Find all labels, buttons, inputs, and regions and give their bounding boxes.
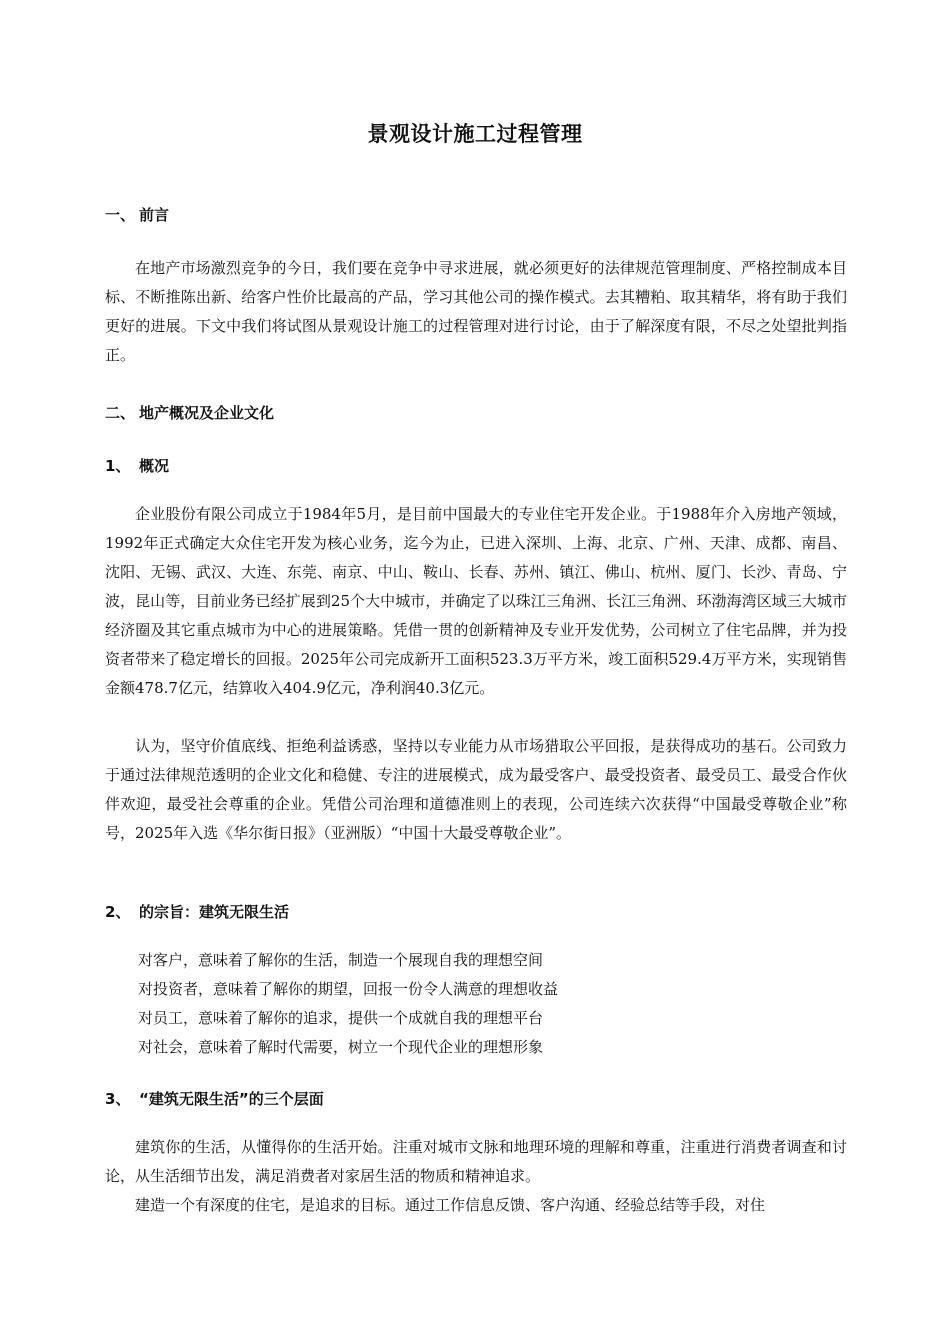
section-heading-preface <box>105 204 169 225</box>
subsection-title: “建筑无限生活”的三个层面 <box>139 1090 324 1108</box>
preface-paragraph: 在地产市场激烈竞争的今日，我们要在竞争中寻求进展，就必须更好的法律规范管理制度、严格控制成本目标、不断推陈出新、给客户性价比最高的产品，学习其他公司的操作模式。去其糟粕、取其精华，将有助于我们更好的进展。下文中我们将试图从景观设计施工的过程管理对进行讨论，由于了解深度有限，不尽之处望批判指正。 <box>105 259 847 364</box>
subsection-number: 2、 <box>105 903 131 921</box>
section-heading-overview <box>105 402 274 423</box>
three-levels-paragraph-1: 建筑你的生活，从懂得你的生活开始。注重对城市文脉和地理环境的理解和尊重，注重进行消费者调查和讨论，从生活细节出发，满足消费者对家居生活的物质和精神追求。 <box>105 1138 847 1185</box>
section-number: 一、 <box>105 206 136 224</box>
subsection-heading-mission <box>105 901 289 922</box>
subsection-heading-three-levels <box>105 1088 324 1109</box>
mission-line: 对投资者，意味着了解你的期望，回报一份令人满意的理想收益 <box>138 980 559 998</box>
document-title: 景观设计施工过程管理 <box>367 122 583 146</box>
subsection-heading-overview <box>105 455 169 476</box>
three-levels-paragraph-2: 建造一个有深度的住宅，是追求的目标。通过工作信息反馈、客户沟通、经验总结等手段，对住 <box>135 1196 766 1214</box>
overview-paragraph-1: 企业股份有限公司成立于1984年5月，是目前中国最大的专业住宅开发企业。于1988年介入房地产领域，1992年正式确定大众住宅开发为核心业务，迄今为止，已进入深圳、上海、北京、广州、天津、成都、南昌、沈阳、无锡、武汉、大连、东莞、南京、中山、鞍山、长春、苏州、镇江、佛山、杭州、厦门、长沙、青岛、宁波，昆山等，目前业务已经扩展到25个大中城市，并确定了以珠江三角洲、长江三角洲、环渤海湾区域三大城市经济圈及其它重点城市为中心的进展策略。凭借一贯的创新精神及专业开发优势，公司树立了住宅品牌，并为投资者带来了稳定增长的回报。2025年公司完成新开工面积523.3万平方米，竣工面积529.4万平方米，实现销售金额478.7亿元，结算收入404.9亿元，净利润40.3亿元。 <box>105 505 847 697</box>
mission-line: 对社会，意味着了解时代需要，树立一个现代企业的理想形象 <box>138 1038 544 1056</box>
mission-line: 对客户，意味着了解你的生活，制造一个展现自我的理想空间 <box>138 951 544 969</box>
section-number: 二、 <box>105 404 136 422</box>
subsection-number: 1、 <box>105 457 131 475</box>
mission-line: 对员工，意味着了解你的追求，提供一个成就自我的理想平台 <box>138 1009 544 1027</box>
overview-paragraph-2: 认为，坚守价值底线、拒绝利益诱惑，坚持以专业能力从市场猎取公平回报，是获得成功的基石。公司致力于通过法律规范透明的企业文化和稳健、专注的进展模式，成为最受客户、最受投资者、最受员工、最受合作伙伴欢迎，最受社会尊重的企业。凭借公司治理和道德准则上的表现，公司连续六次获得“中国最受尊敬企业”称号，2025年入选《华尔街日报》（亚洲版）“中国十大最受尊敬企业”。 <box>105 737 847 842</box>
subsection-number: 3、 <box>105 1090 131 1108</box>
subsection-title: 的宗旨：建筑无限生活 <box>139 903 290 921</box>
subsection-title: 概况 <box>139 457 170 475</box>
section-title: 前言 <box>139 206 170 224</box>
section-title: 地产概况及企业文化 <box>139 404 275 422</box>
